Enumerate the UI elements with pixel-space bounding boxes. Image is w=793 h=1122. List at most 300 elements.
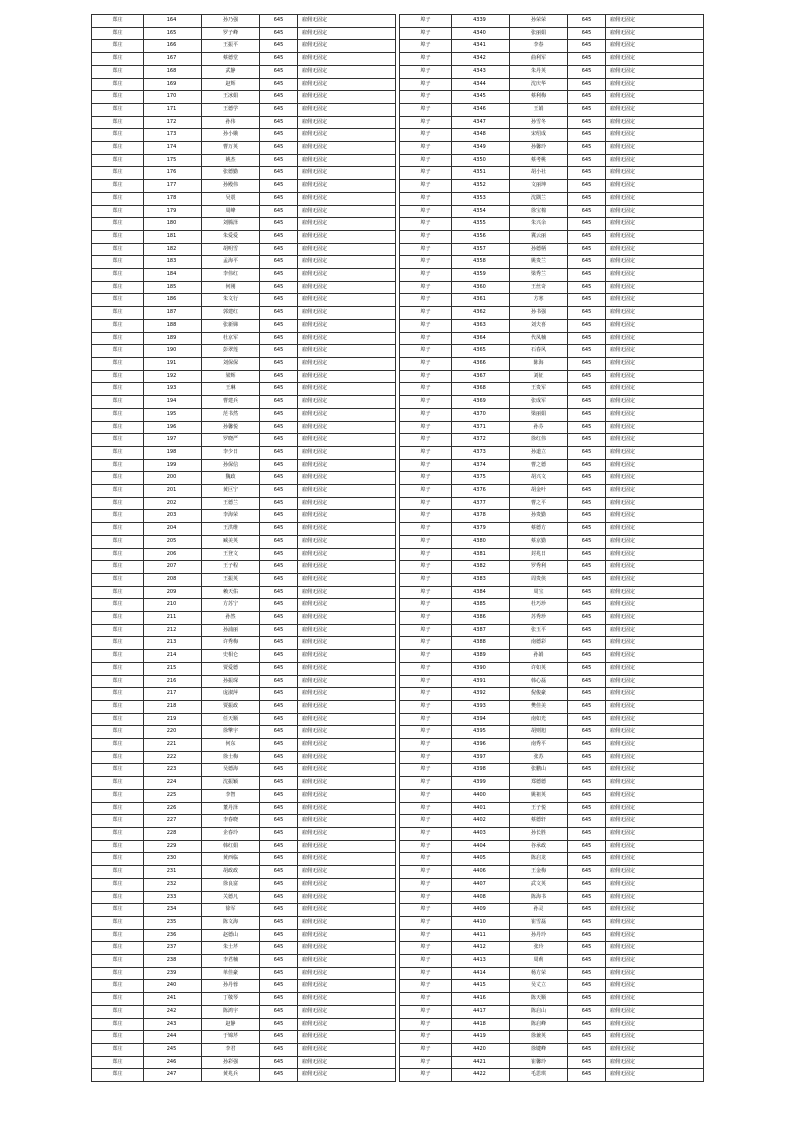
- village-cell: 埠子: [400, 650, 452, 663]
- table-row: [400, 878, 704, 891]
- person-name-cell: 陈海书: [510, 891, 568, 904]
- amount-cell: 645: [568, 853, 606, 866]
- person-name-cell: 姚杰: [202, 154, 260, 167]
- category-cell: 雇佣无固定: [298, 1043, 396, 1056]
- amount-cell: 645: [568, 15, 606, 28]
- village-cell: 郑庄: [92, 192, 144, 205]
- category-cell: 雇佣无固定: [298, 230, 396, 243]
- person-name-cell: 吴丈立: [510, 980, 568, 993]
- category-cell: 雇佣无固定: [606, 688, 704, 701]
- amount-cell: 645: [568, 40, 606, 53]
- table-row: [92, 27, 396, 40]
- amount-cell: 645: [568, 942, 606, 955]
- village-cell: 郑庄: [92, 739, 144, 752]
- table-row: [92, 408, 396, 421]
- seq-number-cell: 4408: [452, 891, 510, 904]
- person-name-cell: 孙保信: [202, 459, 260, 472]
- person-name-cell: 陈启龙: [510, 853, 568, 866]
- category-cell: 雇佣无固定: [606, 205, 704, 218]
- amount-cell: 645: [568, 878, 606, 891]
- table-row: [400, 243, 704, 256]
- village-cell: 埠子: [400, 1069, 452, 1082]
- seq-number-cell: 200: [144, 472, 202, 485]
- person-name-cell: 范书然: [202, 408, 260, 421]
- table-row: [400, 129, 704, 142]
- village-cell: 埠子: [400, 65, 452, 78]
- amount-cell: 645: [260, 396, 298, 409]
- person-name-cell: 王子程: [202, 561, 260, 574]
- amount-cell: 645: [568, 1043, 606, 1056]
- amount-cell: 645: [260, 383, 298, 396]
- category-cell: 雇佣无固定: [606, 764, 704, 777]
- category-cell: 雇佣无固定: [606, 319, 704, 332]
- seq-number-cell: 4384: [452, 586, 510, 599]
- category-cell: 雇佣无固定: [298, 294, 396, 307]
- person-name-cell: 曲利军: [510, 53, 568, 66]
- village-cell: 郑庄: [92, 535, 144, 548]
- category-cell: 雇佣无固定: [298, 510, 396, 523]
- person-name-cell: 韩心磊: [510, 675, 568, 688]
- person-name-cell: 沈庆华: [510, 78, 568, 91]
- amount-cell: 645: [260, 764, 298, 777]
- village-cell: 郑庄: [92, 357, 144, 370]
- category-cell: 雇佣无固定: [298, 929, 396, 942]
- category-cell: 雇佣无固定: [298, 802, 396, 815]
- amount-cell: 645: [568, 713, 606, 726]
- village-cell: 郑庄: [92, 1031, 144, 1044]
- person-name-cell: 朱兴余: [510, 218, 568, 231]
- seq-number-cell: 239: [144, 967, 202, 980]
- person-name-cell: 董丹泽: [202, 802, 260, 815]
- seq-number-cell: 182: [144, 243, 202, 256]
- amount-cell: 645: [568, 599, 606, 612]
- category-cell: 雇佣无固定: [606, 993, 704, 1006]
- village-cell: 埠子: [400, 345, 452, 358]
- category-cell: 雇佣无固定: [298, 307, 396, 320]
- category-cell: 雇佣无固定: [606, 116, 704, 129]
- amount-cell: 645: [260, 1018, 298, 1031]
- village-cell: 郑庄: [92, 256, 144, 269]
- category-cell: 雇佣无固定: [606, 955, 704, 968]
- amount-cell: 645: [568, 980, 606, 993]
- village-cell: 埠子: [400, 866, 452, 879]
- table-row: [400, 180, 704, 193]
- amount-cell: 645: [260, 434, 298, 447]
- amount-cell: 645: [260, 1056, 298, 1069]
- person-name-cell: 孙彩强: [202, 1056, 260, 1069]
- village-cell: 郑庄: [92, 180, 144, 193]
- amount-cell: 645: [260, 319, 298, 332]
- category-cell: 雇佣无固定: [606, 243, 704, 256]
- village-cell: 郑庄: [92, 789, 144, 802]
- table-row: [92, 573, 396, 586]
- person-name-cell: 方苏宁: [202, 599, 260, 612]
- village-cell: 埠子: [400, 561, 452, 574]
- person-name-cell: 梁辉: [202, 370, 260, 383]
- table-row: [400, 319, 704, 332]
- amount-cell: 645: [260, 535, 298, 548]
- person-name-cell: 吴德海: [202, 764, 260, 777]
- seq-number-cell: 208: [144, 573, 202, 586]
- category-cell: 雇佣无固定: [298, 955, 396, 968]
- amount-cell: 645: [260, 116, 298, 129]
- seq-number-cell: 175: [144, 154, 202, 167]
- amount-cell: 645: [568, 421, 606, 434]
- seq-number-cell: 183: [144, 256, 202, 269]
- category-cell: 雇佣无固定: [606, 815, 704, 828]
- category-cell: 雇佣无固定: [606, 916, 704, 929]
- category-cell: 雇佣无固定: [298, 967, 396, 980]
- seq-number-cell: 236: [144, 929, 202, 942]
- village-cell: 埠子: [400, 332, 452, 345]
- category-cell: 雇佣无固定: [606, 891, 704, 904]
- seq-number-cell: 171: [144, 103, 202, 116]
- village-cell: 埠子: [400, 980, 452, 993]
- village-cell: 郑庄: [92, 408, 144, 421]
- village-cell: 埠子: [400, 1018, 452, 1031]
- seq-number-cell: 191: [144, 357, 202, 370]
- amount-cell: 645: [260, 370, 298, 383]
- amount-cell: 645: [568, 548, 606, 561]
- seq-number-cell: 241: [144, 993, 202, 1006]
- person-name-cell: 任天顺: [202, 713, 260, 726]
- category-cell: 雇佣无固定: [298, 853, 396, 866]
- seq-number-cell: 4394: [452, 713, 510, 726]
- table-row: [400, 916, 704, 929]
- village-cell: 郑庄: [92, 980, 144, 993]
- person-name-cell: 庞淑萍: [202, 688, 260, 701]
- village-cell: 郑庄: [92, 421, 144, 434]
- amount-cell: 645: [260, 904, 298, 917]
- person-name-cell: 蔡利梅: [510, 91, 568, 104]
- category-cell: 雇佣无固定: [298, 561, 396, 574]
- seq-number-cell: 201: [144, 485, 202, 498]
- village-cell: 埠子: [400, 256, 452, 269]
- category-cell: 雇佣无固定: [606, 1043, 704, 1056]
- village-cell: 郑庄: [92, 993, 144, 1006]
- table-row: [400, 421, 704, 434]
- seq-number-cell: 4403: [452, 828, 510, 841]
- person-name-cell: 蔡考桃: [510, 154, 568, 167]
- amount-cell: 645: [260, 408, 298, 421]
- table-row: [400, 650, 704, 663]
- category-cell: 雇佣无固定: [606, 789, 704, 802]
- category-cell: 雇佣无固定: [606, 650, 704, 663]
- amount-cell: 645: [260, 446, 298, 459]
- seq-number-cell: 4375: [452, 472, 510, 485]
- person-name-cell: 王金梅: [510, 866, 568, 879]
- amount-cell: 645: [260, 891, 298, 904]
- amount-cell: 645: [568, 751, 606, 764]
- category-cell: 雇佣无固定: [606, 129, 704, 142]
- seq-number-cell: 4341: [452, 40, 510, 53]
- village-cell: 郑庄: [92, 955, 144, 968]
- person-name-cell: 武文英: [510, 878, 568, 891]
- person-name-cell: 南如光: [510, 713, 568, 726]
- amount-cell: 645: [260, 878, 298, 891]
- amount-cell: 645: [260, 269, 298, 282]
- person-name-cell: 徐键峰: [510, 1043, 568, 1056]
- village-cell: 埠子: [400, 383, 452, 396]
- amount-cell: 645: [260, 53, 298, 66]
- category-cell: 雇佣无固定: [606, 294, 704, 307]
- seq-number-cell: 4406: [452, 866, 510, 879]
- table-row: [400, 27, 704, 40]
- amount-cell: 645: [260, 561, 298, 574]
- table-row: [400, 370, 704, 383]
- village-cell: 埠子: [400, 281, 452, 294]
- seq-number-cell: 244: [144, 1031, 202, 1044]
- seq-number-cell: 247: [144, 1069, 202, 1082]
- category-cell: 雇佣无固定: [606, 65, 704, 78]
- category-cell: 雇佣无固定: [298, 129, 396, 142]
- amount-cell: 645: [260, 942, 298, 955]
- village-cell: 郑庄: [92, 573, 144, 586]
- table-row: [92, 675, 396, 688]
- amount-cell: 645: [260, 573, 298, 586]
- table-row: [400, 1018, 704, 1031]
- person-name-cell: 孙乃强: [202, 15, 260, 28]
- table-row: [400, 942, 704, 955]
- table-row: [400, 78, 704, 91]
- seq-number-cell: 4418: [452, 1018, 510, 1031]
- category-cell: 雇佣无固定: [298, 459, 396, 472]
- table-row: [92, 421, 396, 434]
- seq-number-cell: 195: [144, 408, 202, 421]
- village-cell: 埠子: [400, 586, 452, 599]
- amount-cell: 645: [260, 192, 298, 205]
- seq-number-cell: 190: [144, 345, 202, 358]
- table-row: [400, 357, 704, 370]
- amount-cell: 645: [260, 802, 298, 815]
- table-row: [92, 103, 396, 116]
- category-cell: 雇佣无固定: [606, 777, 704, 790]
- village-cell: 郑庄: [92, 205, 144, 218]
- village-cell: 郑庄: [92, 446, 144, 459]
- amount-cell: 645: [260, 980, 298, 993]
- seq-number-cell: 169: [144, 78, 202, 91]
- person-name-cell: 张德勤: [202, 167, 260, 180]
- person-name-cell: 宋绍成: [510, 129, 568, 142]
- amount-cell: 645: [260, 154, 298, 167]
- seq-number-cell: 214: [144, 650, 202, 663]
- seq-number-cell: 4350: [452, 154, 510, 167]
- person-name-cell: 曹之平: [510, 497, 568, 510]
- table-row: [92, 396, 396, 409]
- person-name-cell: 方寒: [510, 294, 568, 307]
- person-name-cell: 陈启山: [510, 1005, 568, 1018]
- seq-number-cell: 4397: [452, 751, 510, 764]
- table-row: [92, 599, 396, 612]
- table-row: [92, 345, 396, 358]
- table-row: [400, 281, 704, 294]
- table-row: [400, 573, 704, 586]
- village-cell: 郑庄: [92, 370, 144, 383]
- seq-number-cell: 4409: [452, 904, 510, 917]
- table-row: [400, 192, 704, 205]
- seq-number-cell: 4388: [452, 637, 510, 650]
- amount-cell: 645: [568, 637, 606, 650]
- village-cell: 埠子: [400, 40, 452, 53]
- category-cell: 雇佣无固定: [298, 27, 396, 40]
- village-cell: 埠子: [400, 624, 452, 637]
- person-name-cell: 孙浦丽: [202, 624, 260, 637]
- person-name-cell: 孙芬: [510, 421, 568, 434]
- table-row: [92, 218, 396, 231]
- amount-cell: 645: [568, 129, 606, 142]
- category-cell: 雇佣无固定: [606, 154, 704, 167]
- seq-number-cell: 4355: [452, 218, 510, 231]
- amount-cell: 645: [260, 624, 298, 637]
- person-name-cell: 徐士梅: [202, 751, 260, 764]
- village-cell: 埠子: [400, 777, 452, 790]
- person-name-cell: 周贵侠: [510, 573, 568, 586]
- person-name-cell: 贾爱德: [202, 662, 260, 675]
- person-name-cell: 倪俊豪: [510, 688, 568, 701]
- category-cell: 雇佣无固定: [606, 624, 704, 637]
- amount-cell: 645: [568, 307, 606, 320]
- person-name-cell: 孙丹玲: [510, 929, 568, 942]
- village-cell: 埠子: [400, 751, 452, 764]
- village-cell: 埠子: [400, 828, 452, 841]
- category-cell: 雇佣无固定: [298, 1005, 396, 1018]
- village-cell: 埠子: [400, 15, 452, 28]
- seq-number-cell: 4380: [452, 535, 510, 548]
- category-cell: 雇佣无固定: [606, 307, 704, 320]
- village-cell: 郑庄: [92, 1056, 144, 1069]
- village-cell: 郑庄: [92, 103, 144, 116]
- village-cell: 郑庄: [92, 91, 144, 104]
- seq-number-cell: 185: [144, 281, 202, 294]
- person-name-cell: 周莉: [510, 955, 568, 968]
- village-cell: 埠子: [400, 269, 452, 282]
- person-name-cell: 赵静: [202, 1018, 260, 1031]
- seq-number-cell: 4361: [452, 294, 510, 307]
- person-name-cell: 张新娣: [202, 319, 260, 332]
- village-cell: 埠子: [400, 942, 452, 955]
- seq-number-cell: 4342: [452, 53, 510, 66]
- village-cell: 郑庄: [92, 802, 144, 815]
- category-cell: 雇佣无固定: [606, 1031, 704, 1044]
- seq-number-cell: 4345: [452, 91, 510, 104]
- table-row: [92, 510, 396, 523]
- table-row: [400, 383, 704, 396]
- seq-number-cell: 4386: [452, 612, 510, 625]
- village-cell: 郑庄: [92, 78, 144, 91]
- village-cell: 郑庄: [92, 167, 144, 180]
- table-row: [400, 345, 704, 358]
- amount-cell: 645: [260, 739, 298, 752]
- village-cell: 郑庄: [92, 129, 144, 142]
- category-cell: 雇佣无固定: [298, 103, 396, 116]
- seq-number-cell: 226: [144, 802, 202, 815]
- village-cell: 埠子: [400, 840, 452, 853]
- person-name-cell: 崔雪磊: [510, 916, 568, 929]
- person-name-cell: 谷承政: [510, 840, 568, 853]
- person-name-cell: 王振英: [202, 573, 260, 586]
- amount-cell: 645: [260, 523, 298, 536]
- amount-cell: 645: [260, 777, 298, 790]
- person-name-cell: 朱文行: [202, 294, 260, 307]
- person-name-cell: 周峰: [202, 205, 260, 218]
- amount-cell: 645: [568, 256, 606, 269]
- village-cell: 埠子: [400, 472, 452, 485]
- table-row: [400, 485, 704, 498]
- table-row: [400, 205, 704, 218]
- category-cell: 雇佣无固定: [606, 612, 704, 625]
- category-cell: 雇佣无固定: [606, 383, 704, 396]
- amount-cell: 645: [568, 650, 606, 663]
- person-name-cell: 孙丹蓉: [202, 980, 260, 993]
- person-name-cell: 王德兰: [202, 497, 260, 510]
- seq-number-cell: 213: [144, 637, 202, 650]
- amount-cell: 645: [260, 993, 298, 1006]
- table-row: [92, 40, 396, 53]
- person-name-cell: 胡政政: [202, 866, 260, 879]
- amount-cell: 645: [568, 523, 606, 536]
- category-cell: 雇佣无固定: [298, 904, 396, 917]
- seq-number-cell: 4393: [452, 700, 510, 713]
- amount-cell: 645: [260, 485, 298, 498]
- amount-cell: 645: [568, 726, 606, 739]
- person-name-cell: 杜京军: [202, 332, 260, 345]
- amount-cell: 645: [260, 459, 298, 472]
- village-cell: 郑庄: [92, 828, 144, 841]
- amount-cell: 645: [260, 345, 298, 358]
- person-name-cell: 徐红伟: [510, 434, 568, 447]
- village-cell: 郑庄: [92, 154, 144, 167]
- category-cell: 雇佣无固定: [298, 662, 396, 675]
- amount-cell: 645: [568, 561, 606, 574]
- person-name-cell: 胡小社: [510, 167, 568, 180]
- village-cell: 埠子: [400, 129, 452, 142]
- category-cell: 雇佣无固定: [606, 421, 704, 434]
- seq-number-cell: 4422: [452, 1069, 510, 1082]
- seq-number-cell: 4378: [452, 510, 510, 523]
- village-cell: 郑庄: [92, 713, 144, 726]
- seq-number-cell: 179: [144, 205, 202, 218]
- person-name-cell: 刘征: [510, 370, 568, 383]
- amount-cell: 645: [568, 154, 606, 167]
- amount-cell: 645: [568, 1056, 606, 1069]
- village-cell: 埠子: [400, 230, 452, 243]
- category-cell: 雇佣无固定: [606, 434, 704, 447]
- table-row: [400, 294, 704, 307]
- category-cell: 雇佣无固定: [606, 230, 704, 243]
- category-cell: 雇佣无固定: [298, 675, 396, 688]
- village-cell: 郑庄: [92, 751, 144, 764]
- seq-number-cell: 224: [144, 777, 202, 790]
- category-cell: 雇佣无固定: [298, 573, 396, 586]
- category-cell: 雇佣无固定: [606, 840, 704, 853]
- village-cell: 郑庄: [92, 294, 144, 307]
- seq-number-cell: 216: [144, 675, 202, 688]
- amount-cell: 645: [260, 65, 298, 78]
- category-cell: 雇佣无固定: [606, 599, 704, 612]
- seq-number-cell: 234: [144, 904, 202, 917]
- village-cell: 埠子: [400, 53, 452, 66]
- amount-cell: 645: [568, 764, 606, 777]
- seq-number-cell: 177: [144, 180, 202, 193]
- table-row: [400, 434, 704, 447]
- person-name-cell: 张玉平: [510, 624, 568, 637]
- seq-number-cell: 4390: [452, 662, 510, 675]
- seq-number-cell: 4396: [452, 739, 510, 752]
- category-cell: 雇佣无固定: [606, 408, 704, 421]
- amount-cell: 645: [260, 230, 298, 243]
- seq-number-cell: 4417: [452, 1005, 510, 1018]
- person-name-cell: 孙雪冬: [510, 116, 568, 129]
